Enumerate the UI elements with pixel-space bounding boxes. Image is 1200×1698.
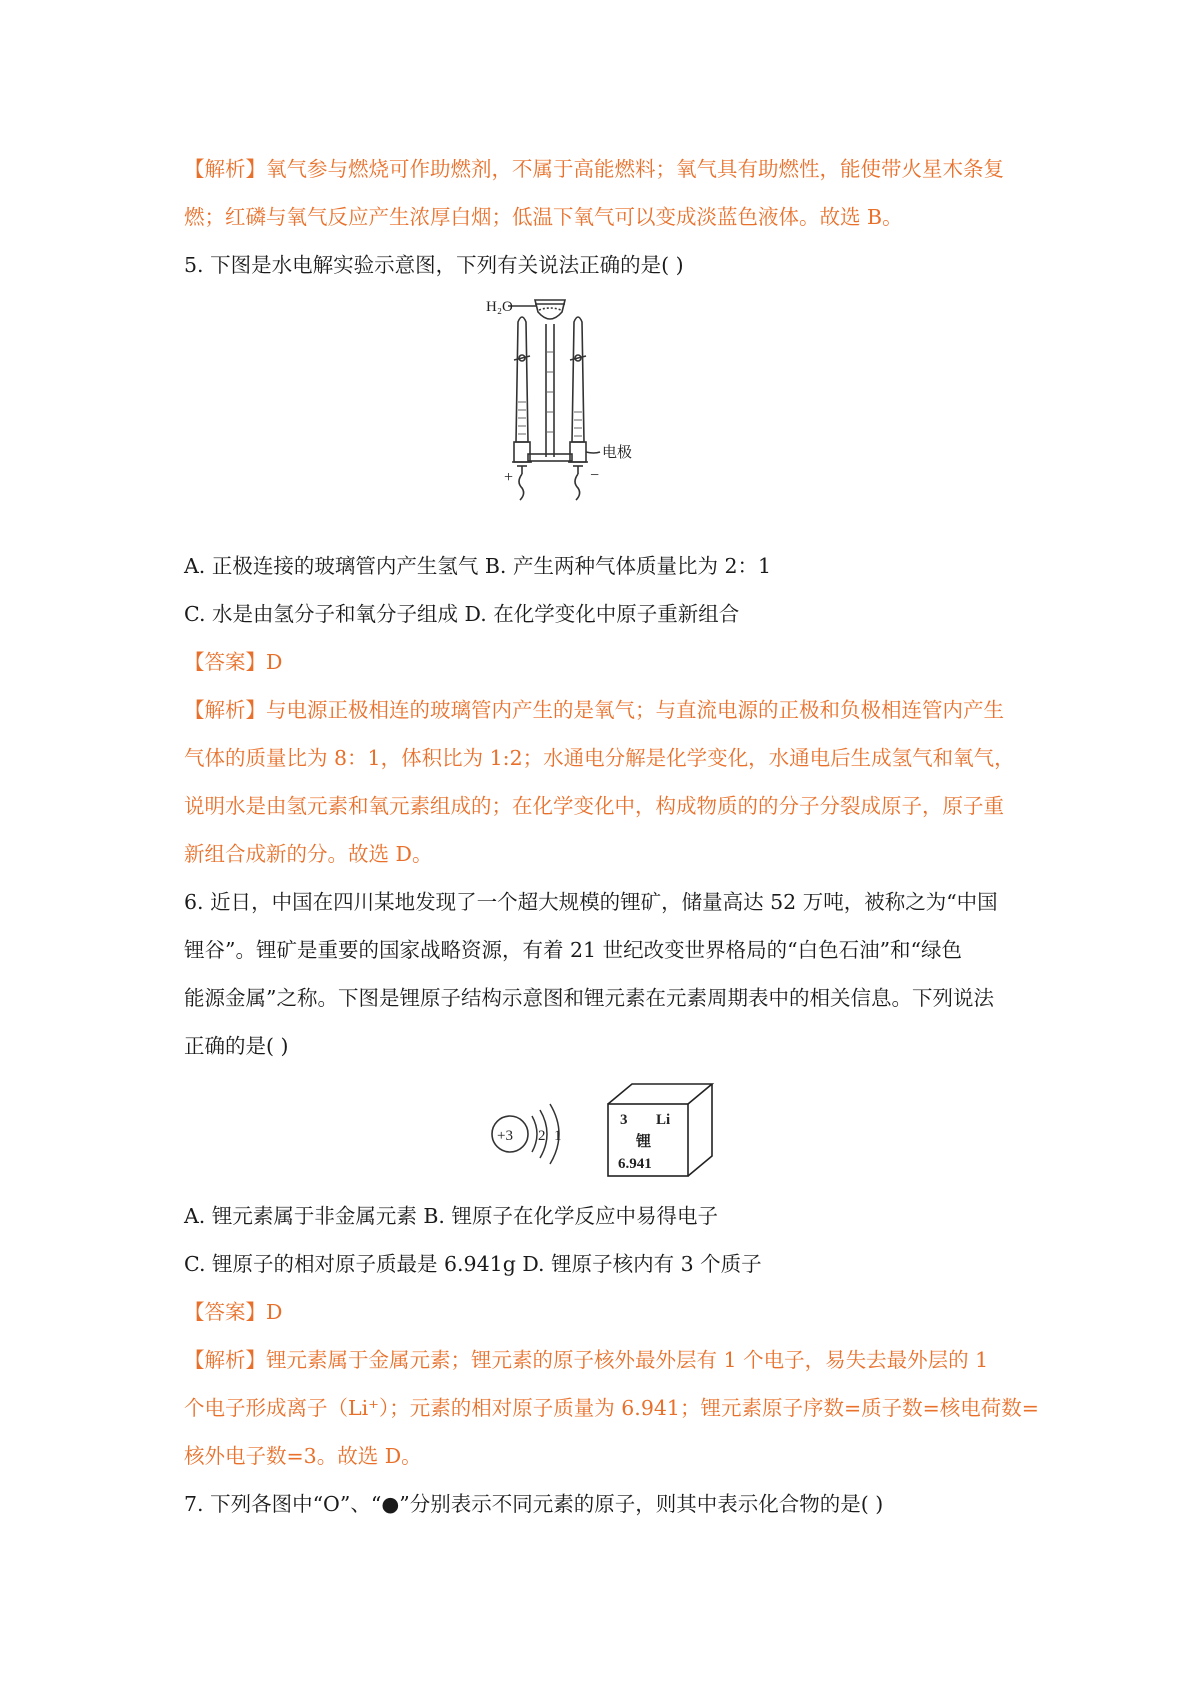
negative-sign: −: [590, 467, 600, 484]
q6-stem-line-4: 正确的是( ): [184, 1034, 289, 1058]
q6-options-line-2: C. 锂原子的相对原子质最是 6.941g D. 锂原子核内有 3 个质子: [184, 1252, 762, 1276]
q5-analysis-line-4: 新组合成新的分。故选 D。: [184, 842, 433, 866]
q4-analysis-line-1: 【解析】氧气参与燃烧可作助燃剂，不属于高能燃料；氧气具有助燃性，能使带火星木条复: [184, 157, 1004, 181]
positive-sign: +: [504, 469, 514, 486]
q6-stem-line-1: 6. 近日，中国在四川某地发现了一个超大规模的锂矿，储量高达 52 万吨，被称之为“中国: [184, 890, 998, 914]
q6-stem-line-2: 锂谷”。锂矿是重要的国家战略资源，有着 21 世纪改变世界格局的“白色石油”和“绿色: [184, 938, 963, 962]
q5-analysis-line-1: 【解析】与电源正极相连的玻璃管内产生的是氧气；与直流电源的正极和负极相连管内产生: [184, 698, 1004, 722]
q5-options-line-1: A. 正极连接的玻璃管内产生氢气 B. 产生两种气体质量比为 2：1: [184, 554, 772, 578]
lithium-element-cell-figure: [606, 1080, 726, 1180]
q6-answer: 【答案】D: [184, 1300, 283, 1324]
q5-analysis-line-2: 气体的质量比为 8：1，体积比为 1:2；水通电分解是化学变化，水通电后生成氢气和氧气，: [184, 746, 1015, 770]
q7-stem: 7. 下列各图中“O”、“●”分别表示不同元素的原子，则其中表示化合物的是( ): [184, 1492, 884, 1516]
q5-options-line-2: C. 水是由氢分子和氧分子组成 D. 在化学变化中原子重新组合: [184, 602, 740, 626]
shell-2-electrons: 1: [554, 1128, 562, 1144]
q6-options-line-1: A. 锂元素属于非金属元素 B. 锂原子在化学反应中易得电子: [184, 1204, 718, 1228]
atomic-number: 3: [620, 1112, 628, 1128]
q5-analysis-line-3: 说明水是由氢元素和氧元素组成的；在化学变化中，构成物质的的分子分裂成原子，原子重: [184, 794, 1004, 818]
water-label: H₂O: [486, 299, 513, 315]
nucleus-charge: +3: [497, 1128, 513, 1144]
lithium-atom-structure-figure: [486, 1088, 586, 1178]
q6-analysis-line-2: 个电子形成离子（Li⁺）；元素的相对原子质量为 6.941；锂元素原子序数=质子数=核电荷数=: [184, 1396, 1039, 1420]
q5-answer: 【答案】D: [184, 650, 283, 674]
q6-analysis-line-3: 核外电子数=3。故选 D。: [184, 1444, 422, 1468]
q6-stem-line-3: 能源金属”之称。下图是锂原子结构示意图和锂元素在元素周期表中的相关信息。下列说法: [184, 986, 994, 1010]
q6-analysis-line-1: 【解析】锂元素属于金属元素；锂元素的原子核外最外层有 1 个电子，易失去最外层的 1: [184, 1348, 989, 1372]
electrode-label: 电极: [602, 445, 633, 461]
electrolysis-apparatus-figure: [486, 292, 710, 517]
element-symbol: Li: [656, 1112, 671, 1128]
element-name: 锂: [636, 1134, 652, 1150]
shell-1-electrons: 2: [538, 1128, 546, 1144]
q4-analysis-line-2: 燃；红磷与氧气反应产生浓厚白烟；低温下氧气可以变成淡蓝色液体。故选 B。: [184, 205, 903, 229]
relative-atomic-mass: 6.941: [618, 1156, 652, 1172]
q5-stem: 5. 下图是水电解实验示意图，下列有关说法正确的是( ): [184, 253, 684, 277]
